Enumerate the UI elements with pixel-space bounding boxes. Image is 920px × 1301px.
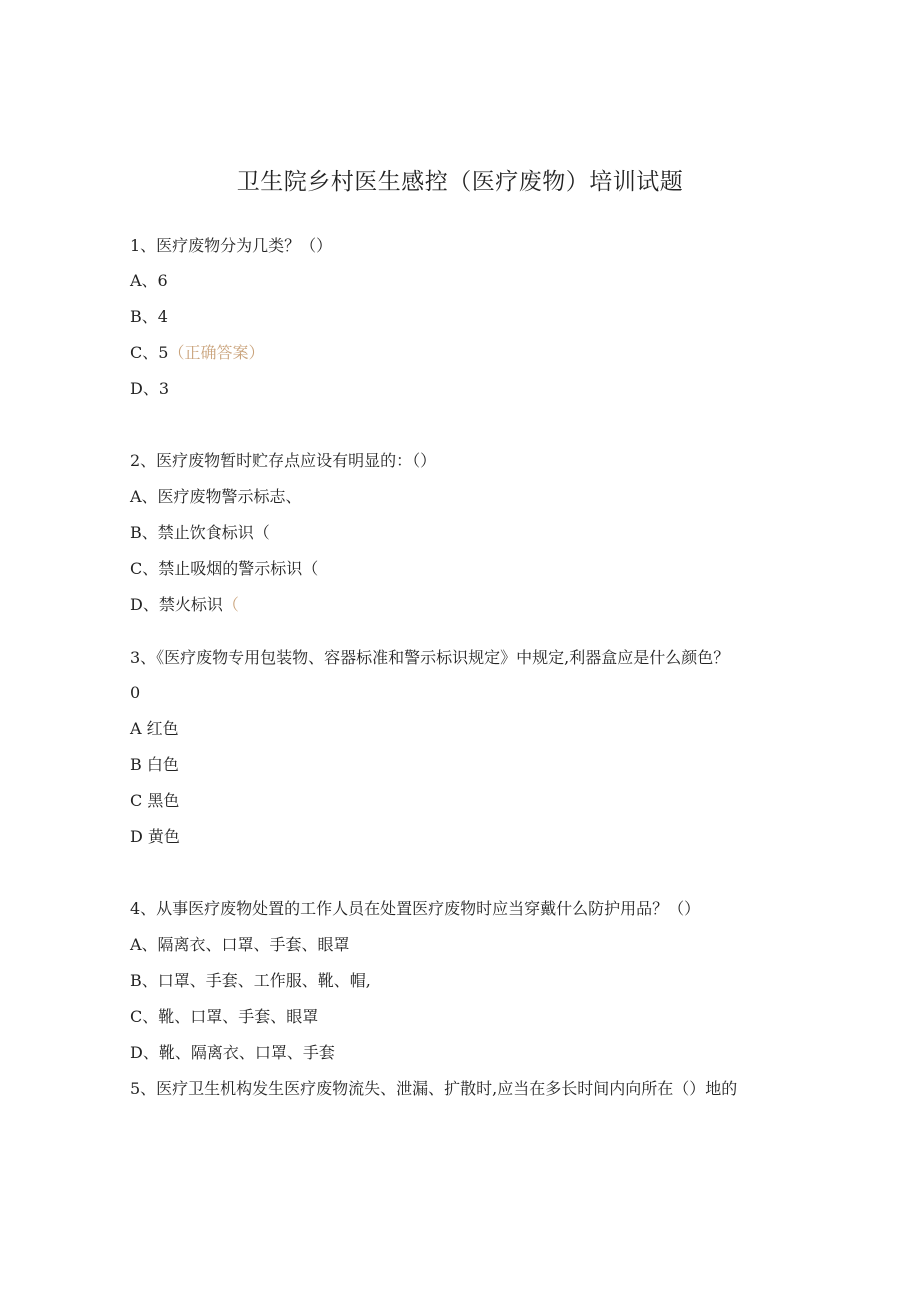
question-1-text: 1、医疗废物分为几类？（） (130, 236, 333, 255)
question-1-option-b: B、4 (130, 307, 168, 326)
question-4-option-c: C、靴、口罩、手套、眼罩 (130, 1007, 319, 1026)
question-2-option-b: B、禁止饮食标识（ (130, 523, 270, 542)
question-3-option-c: C 黑色 (130, 791, 180, 810)
question-2-option-a: A、医疗废物警示标志、 (130, 487, 302, 506)
question-5-text: 5、医疗卫生机构发生医疗废物流失、泄漏、扩散时,应当在多长时间内向所在（）地的 (130, 1079, 738, 1098)
page-title: 卫生院乡村医生感控（医疗废物）培训试题 (236, 169, 684, 195)
question-2-option-d (130, 594, 239, 616)
question-4-option-d: D、靴、隔离衣、口罩、手套 (130, 1043, 335, 1062)
question-3-text-continued: 0 (130, 683, 141, 702)
question-1-option-d: D、3 (130, 379, 170, 398)
question-2-option-d-label: D、禁火标识 (130, 595, 223, 614)
option-trailing-mark: （ (222, 595, 239, 614)
question-4-text: 4、从事医疗废物处置的工作人员在处置医疗废物时应当穿戴什么防护用品？（） (130, 899, 701, 918)
question-4-option-a: A、隔离衣、口罩、手套、眼罩 (130, 935, 350, 954)
question-3-option-d: D 黄色 (130, 827, 180, 846)
question-3-option-b: B 白色 (130, 755, 179, 774)
question-3-text: 3、《医疗废物专用包装物、容器标准和警示标识规定》中规定,利器盒应是什么颜色？ (130, 648, 730, 667)
question-2-option-c: C、禁止吸烟的警示标识（ (130, 559, 319, 578)
question-1-option-c (130, 342, 264, 364)
question-4-option-b: B、口罩、手套、工作服、靴、帽, (130, 971, 371, 990)
question-1-option-a: A、6 (130, 271, 168, 290)
question-3-option-a: A 红色 (130, 719, 179, 738)
question-2-text: 2、医疗废物暂时贮存点应设有明显的：（） (130, 451, 437, 470)
correct-answer-mark: （正确答案） (168, 343, 265, 362)
question-1-option-c-label: C、5 (130, 343, 169, 362)
